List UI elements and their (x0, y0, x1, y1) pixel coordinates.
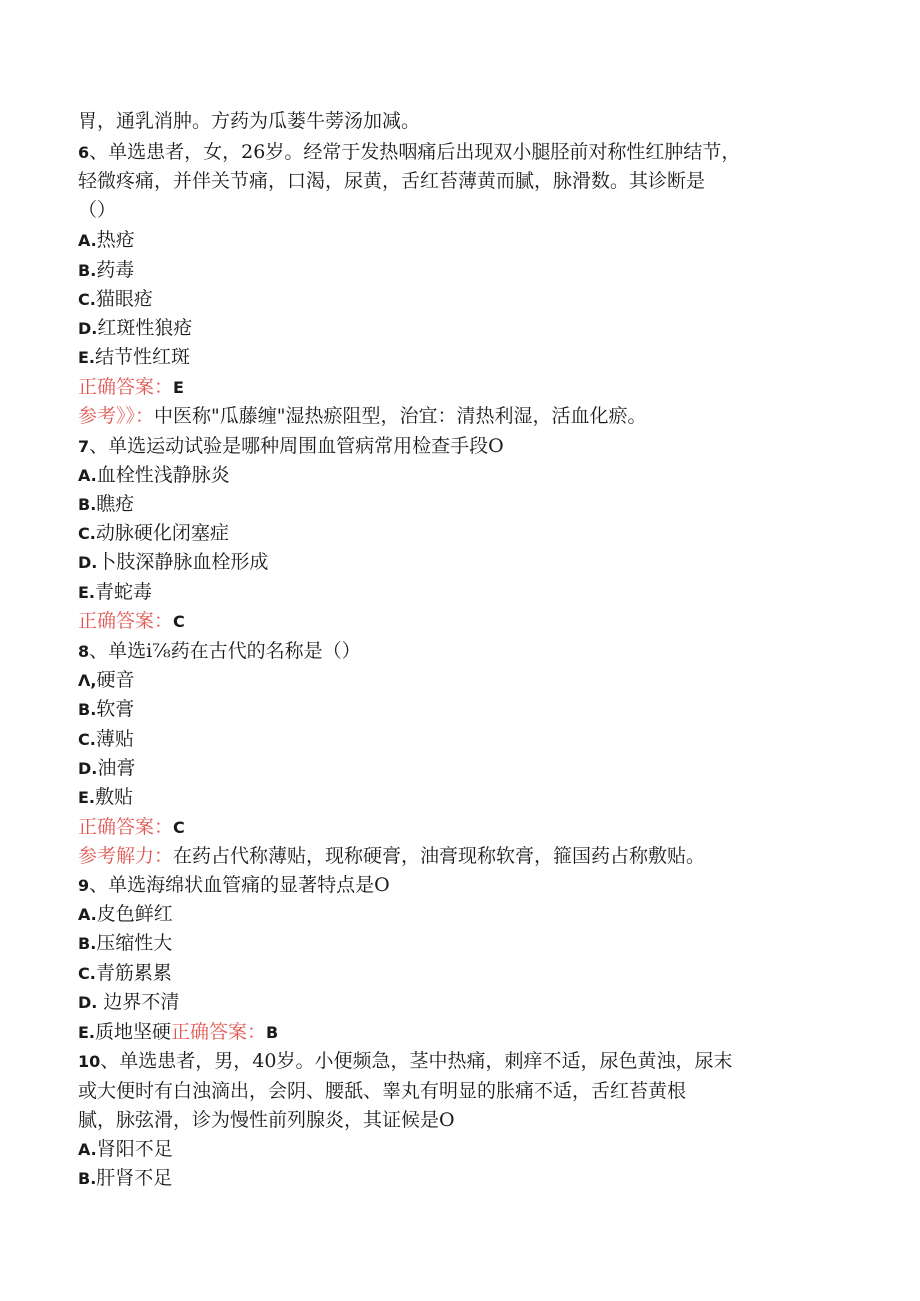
option-a (78, 902, 838, 927)
answer-label: 正确答案： (171, 1021, 267, 1043)
option-text: 动脉硬化闭塞症 (95, 522, 229, 544)
option-key: A. (78, 466, 97, 485)
option-text: 红斑性狼疮 (97, 317, 193, 339)
question-text: 腻，脉弦滑，诊为慢性前列腺炎，其证候是O (78, 1109, 455, 1131)
question-10-stem (78, 1049, 838, 1074)
option-d (78, 756, 838, 781)
option-a (78, 463, 838, 488)
question-text: 、单选患者，女，26岁。经常于发热咽痛后出现双小腿胫前对称性红肿结节， (89, 141, 741, 163)
option-key: A. (78, 905, 97, 924)
option-key: B. (78, 495, 97, 514)
answer-label: 正确答案： (78, 816, 174, 838)
option-c (78, 287, 838, 312)
option-text: 瞧疮 (96, 493, 135, 515)
option-e (78, 1020, 838, 1045)
option-text: 软膏 (96, 698, 135, 720)
option-key: B. (78, 700, 97, 719)
option-b (78, 697, 838, 722)
option-text: 青蛇毒 (95, 581, 153, 603)
option-c (78, 521, 838, 546)
option-b (78, 492, 838, 517)
question-number: 8 (78, 642, 90, 661)
question-text: 、单选海绵状血管痛的显著特点是O (89, 874, 390, 896)
option-key: A. (78, 1140, 97, 1159)
answer-value: B (266, 1023, 279, 1042)
question-6-stem (78, 140, 838, 165)
question-number: 9 (78, 876, 90, 895)
option-key: A. (78, 231, 97, 250)
option-key: C. (78, 290, 96, 309)
reference-text: 在药占代称薄贴，现称硬膏，油膏现称软膏，箍国药占称敷贴。 (173, 845, 706, 867)
answer-label: 正确答案： (78, 610, 174, 632)
option-key: C. (78, 964, 96, 983)
question-text: 、单选患者，男，40岁。小便频急，茎中热痛，刺痒不适，尿色黄浊，尿末 (100, 1050, 733, 1072)
option-text: 血栓性浅静脉炎 (96, 464, 230, 486)
answer-value: C (173, 612, 185, 631)
option-e (78, 785, 838, 810)
option-key: D. (78, 319, 98, 338)
option-a (78, 668, 838, 693)
option-text: 肝肾不足 (96, 1167, 173, 1189)
question-text: 轻微疼痛，并伴关节痛，口渴，尿黄，舌红苔薄黄而腻，脉滑数。其诊断是 (78, 170, 706, 192)
option-text: 药毒 (96, 259, 135, 281)
option-key: D. (78, 993, 98, 1012)
option-key: B. (78, 1169, 97, 1188)
question-number: 6 (78, 143, 90, 162)
option-text: 边界不清 (97, 991, 180, 1013)
option-a (78, 1137, 838, 1162)
option-key: E. (78, 1023, 96, 1042)
option-d (78, 990, 838, 1015)
option-key: E. (78, 583, 96, 602)
answer-value: E (173, 378, 184, 397)
option-text: 结节性红斑 (95, 346, 191, 368)
option-text: 薄贴 (95, 728, 134, 750)
question-10-stem-cont (78, 1079, 838, 1103)
question-text: 或大便时有白浊滴出，会阴、腰舐、睾丸有明显的胀痛不适，舌红苔黄根 (78, 1080, 687, 1102)
question-text: 、单选运动试验是哪种周围血管病常用检查手段O (89, 435, 504, 457)
option-e (78, 345, 838, 370)
reference-text: 中医称"瓜藤缠"湿热瘀阻型，治宜：清热利湿，活血化瘀。 (154, 405, 647, 427)
option-c (78, 961, 838, 986)
option-key: E. (78, 788, 96, 807)
option-e (78, 580, 838, 605)
question-10-stem-cont (78, 1108, 838, 1132)
option-text: 质地坚硬 (95, 1021, 172, 1043)
reference-note (78, 844, 838, 868)
option-text: 油膏 (97, 757, 136, 779)
option-text: 猫眼疮 (95, 288, 153, 310)
option-a (78, 228, 838, 253)
option-key: E. (78, 348, 96, 367)
option-text: 硬音 (96, 669, 135, 691)
option-d (78, 550, 838, 575)
question-7-stem (78, 434, 838, 459)
option-key: B. (78, 261, 97, 280)
option-key: Λ, (78, 671, 97, 690)
text-span: 胃，通乳消肿。方药为瓜蒌牛蒡汤加减。 (78, 110, 421, 132)
option-key: C. (78, 730, 96, 749)
question-9-stem (78, 873, 838, 898)
question-number: 10 (78, 1052, 101, 1071)
text-line (78, 109, 838, 133)
option-b (78, 258, 838, 283)
question-8-stem (78, 639, 838, 664)
question-number: 7 (78, 437, 90, 456)
option-key: C. (78, 524, 96, 543)
option-text: 皮色鲜红 (96, 903, 173, 925)
question-text: （） (78, 199, 117, 221)
option-text: 敷贴 (95, 786, 134, 808)
correct-answer (78, 609, 838, 634)
option-key: D. (78, 553, 98, 572)
option-key: B. (78, 934, 97, 953)
answer-label: 正确答案： (78, 376, 174, 398)
question-text: 、单选i⅞药在古代的名称是（） (89, 640, 361, 662)
correct-answer (78, 375, 838, 400)
option-key: D. (78, 759, 98, 778)
reference-label: 参考解力： (78, 845, 174, 867)
correct-answer (78, 815, 838, 840)
option-b (78, 931, 838, 956)
option-text: 压缩性大 (96, 932, 173, 954)
option-text: 青筋累累 (95, 962, 172, 984)
option-text: 肾阳不足 (96, 1138, 173, 1160)
question-6-stem-cont (78, 169, 838, 193)
option-d (78, 316, 838, 341)
option-b (78, 1166, 838, 1191)
reference-note (78, 404, 838, 428)
question-6-stem-cont (78, 198, 838, 222)
reference-label: 参考》》： (78, 405, 155, 427)
answer-value: C (173, 818, 185, 837)
option-c (78, 727, 838, 752)
option-text: 卜肢深静脉血栓形成 (97, 551, 269, 573)
option-text: 热疮 (96, 229, 135, 251)
